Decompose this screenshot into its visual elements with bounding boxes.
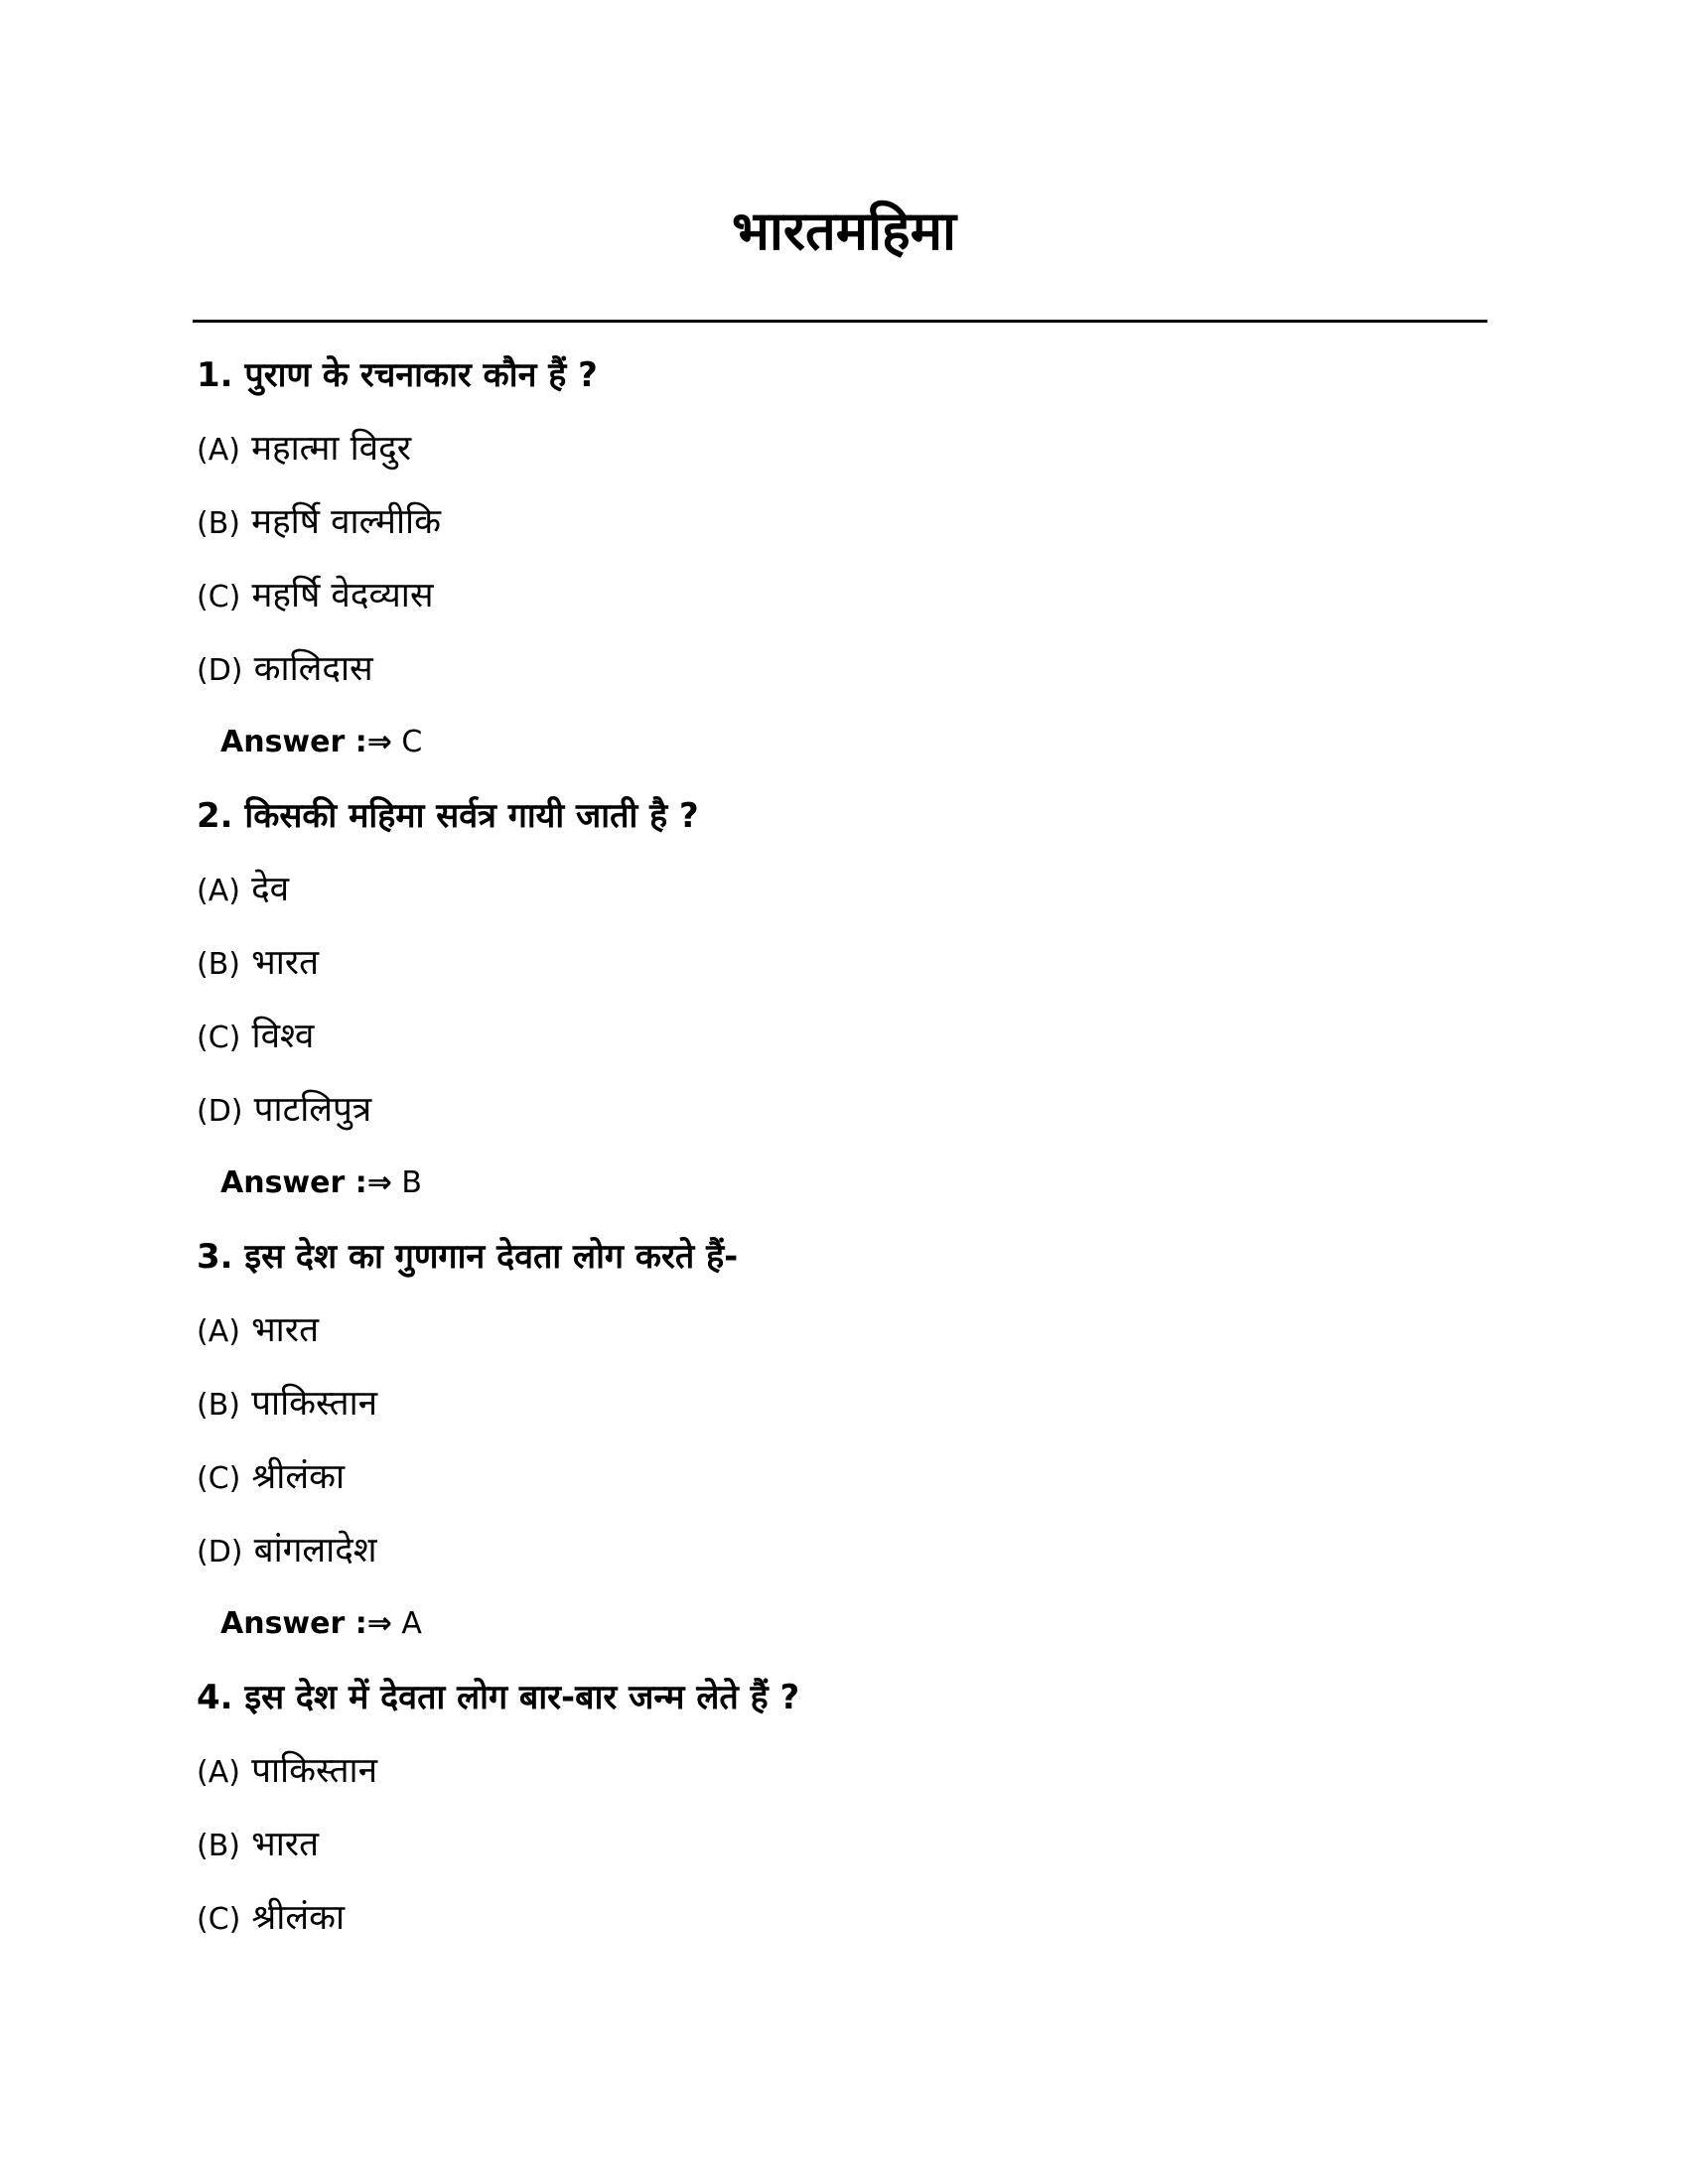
option-text: महर्षि वेदव्यास — [251, 576, 434, 615]
question-number: 2. — [197, 796, 233, 836]
answer-label: Answer : — [220, 725, 367, 759]
answer-value: C — [401, 725, 423, 759]
answer-line — [197, 1594, 1487, 1668]
question-number: 3. — [197, 1237, 233, 1277]
option-text: महात्मा विदुर — [251, 429, 412, 469]
option-text: पाकिस्तान — [251, 1384, 378, 1424]
option-letter: (A) — [197, 874, 240, 908]
question-text — [197, 345, 1487, 419]
question-number: 4. — [197, 1678, 233, 1717]
option-item — [197, 492, 1487, 566]
option-item — [197, 1374, 1487, 1447]
answer-line — [197, 1154, 1487, 1227]
option-item — [197, 1007, 1487, 1080]
option-letter: (C) — [197, 1021, 241, 1055]
question-text — [197, 786, 1487, 860]
question-block — [197, 1227, 1487, 1668]
question-label: किसकी महिमा सर्वत्र गायी जाती है ? — [244, 796, 699, 836]
option-item — [197, 1447, 1487, 1521]
option-letter: (C) — [197, 1902, 241, 1937]
option-letter: (A) — [197, 1755, 240, 1790]
option-letter: (D) — [197, 1094, 243, 1129]
option-text: श्रीलंका — [251, 1898, 346, 1938]
question-text — [197, 1668, 1487, 1741]
right-arrow-icon: ⇒ — [366, 725, 392, 759]
option-item — [197, 1300, 1487, 1374]
option-letter: (B) — [197, 1388, 240, 1423]
option-item — [197, 1815, 1487, 1888]
option-text: भारत — [251, 1825, 320, 1864]
question-number: 1. — [197, 355, 233, 395]
option-letter: (B) — [197, 947, 240, 982]
option-text: भारत — [251, 1310, 320, 1350]
option-letter: (C) — [197, 580, 241, 614]
answer-value: B — [401, 1165, 423, 1200]
option-item — [197, 1080, 1487, 1154]
option-item — [197, 860, 1487, 933]
answer-label: Answer : — [220, 1606, 367, 1641]
option-text: कालिदास — [253, 649, 373, 689]
option-item — [197, 1888, 1487, 1962]
option-letter: (C) — [197, 1461, 241, 1496]
option-item — [197, 933, 1487, 1007]
answer-value: A — [401, 1606, 422, 1641]
option-item — [197, 639, 1487, 713]
option-text: पाकिस्तान — [251, 1751, 378, 1791]
question-label: इस देश का गुणगान देवता लोग करते हैं- — [244, 1237, 739, 1277]
option-item — [197, 566, 1487, 639]
title-divider — [193, 320, 1487, 323]
question-block — [197, 1668, 1487, 1962]
option-text: श्रीलंका — [251, 1457, 346, 1497]
question-block — [197, 345, 1487, 786]
question-label: पुराण के रचनाकार कौन हैं ? — [244, 355, 598, 395]
option-item — [197, 1741, 1487, 1815]
option-text: भारत — [251, 943, 320, 983]
right-arrow-icon: ⇒ — [366, 1606, 392, 1641]
option-text: महर्षि वाल्मीकि — [251, 502, 441, 542]
option-text: देव — [251, 870, 290, 909]
option-letter: (A) — [197, 433, 240, 468]
option-letter: (D) — [197, 653, 243, 688]
option-letter: (B) — [197, 506, 240, 541]
option-letter: (B) — [197, 1829, 240, 1863]
question-block — [197, 786, 1487, 1227]
option-letter: (D) — [197, 1535, 243, 1570]
option-text: विश्व — [251, 1017, 315, 1056]
option-item — [197, 419, 1487, 492]
page-title: भारतमहिमा — [731, 200, 957, 262]
question-label: इस देश में देवता लोग बार-बार जन्म लेते हैं ? — [244, 1678, 800, 1717]
option-item — [197, 1521, 1487, 1594]
option-text: पाटलिपुत्र — [253, 1090, 372, 1130]
answer-line — [197, 713, 1487, 786]
answer-label: Answer : — [220, 1165, 367, 1200]
right-arrow-icon: ⇒ — [366, 1165, 392, 1200]
option-text: बांगलादेश — [253, 1531, 377, 1570]
option-letter: (A) — [197, 1314, 240, 1349]
question-list — [197, 345, 1487, 1962]
question-text — [197, 1227, 1487, 1300]
